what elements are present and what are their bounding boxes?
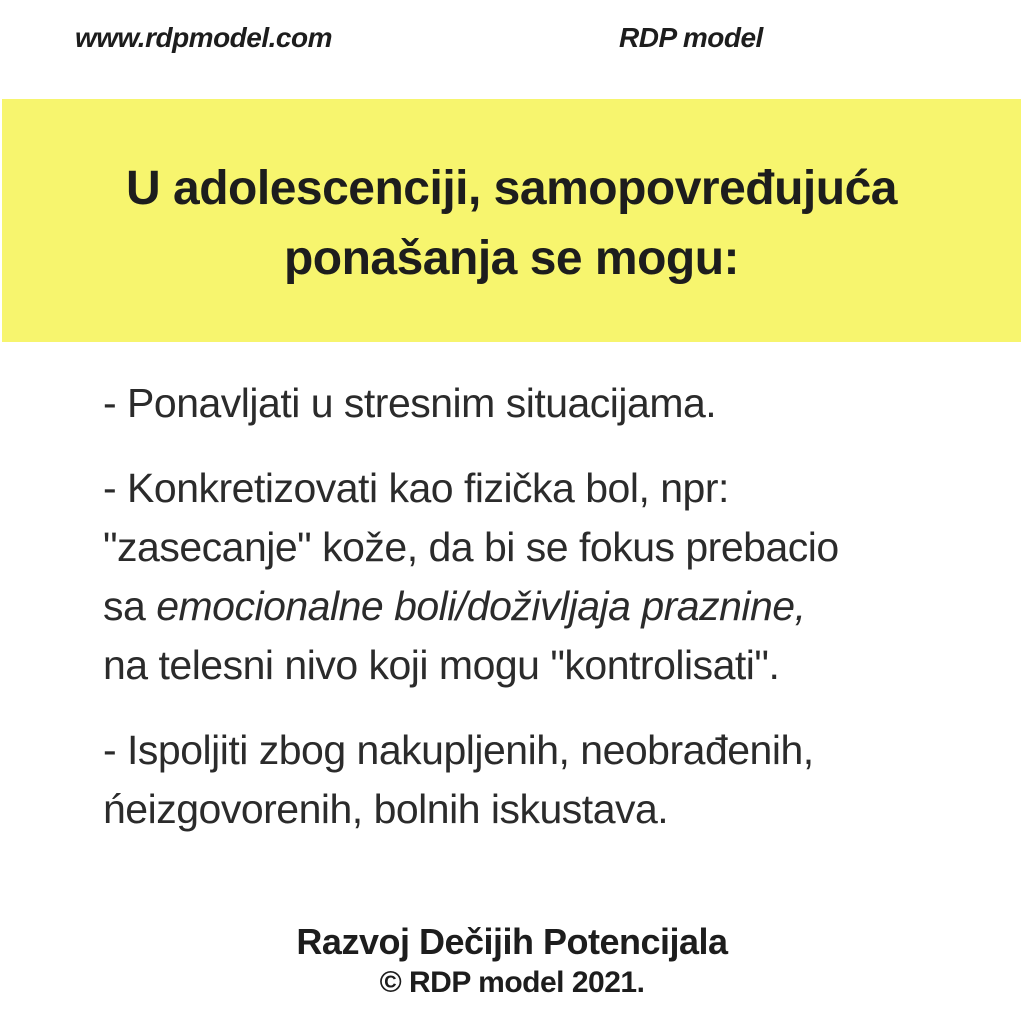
title-line-2: ponašanja se mogu: [283, 231, 740, 285]
bullet-item-2 [103, 459, 993, 695]
brand-name: RDP model [619, 22, 763, 53]
copyright-notice: © RDP model 2021. [379, 966, 645, 999]
body-line: - Ponavljati u stresnim situacijama. [103, 380, 717, 426]
body-text [103, 374, 993, 865]
body-line: - Konkretizovati kao fizička bol, npr: [103, 465, 729, 511]
body-line-regular-part: sa [103, 583, 157, 629]
title-line-1: U adolescenciji, samopovređujuća [126, 161, 897, 215]
body-line-mixed [103, 577, 993, 636]
body-line-italic-part: emocionalne boli/doživljaja praznine, [156, 583, 806, 629]
bullet-item-3 [103, 721, 993, 839]
title-banner [2, 99, 1021, 342]
body-line: - Ispoljiti zbog nakupljenih, neobrađenih, [103, 727, 814, 773]
body-line: na telesni nivo koji mogu "kontrolisati". [103, 642, 780, 688]
organization-name: Razvoj Dečijih Potencijala [296, 921, 728, 962]
header [0, 18, 1024, 78]
body-line: "zasecanje" kože, da bi se fokus prebacio [103, 524, 839, 570]
website-url: www.rdpmodel.com [75, 22, 332, 53]
footer [0, 920, 1024, 1002]
bullet-item-1 [103, 374, 993, 433]
body-line: ńeizgovorenih, bolnih iskustava. [103, 786, 669, 832]
